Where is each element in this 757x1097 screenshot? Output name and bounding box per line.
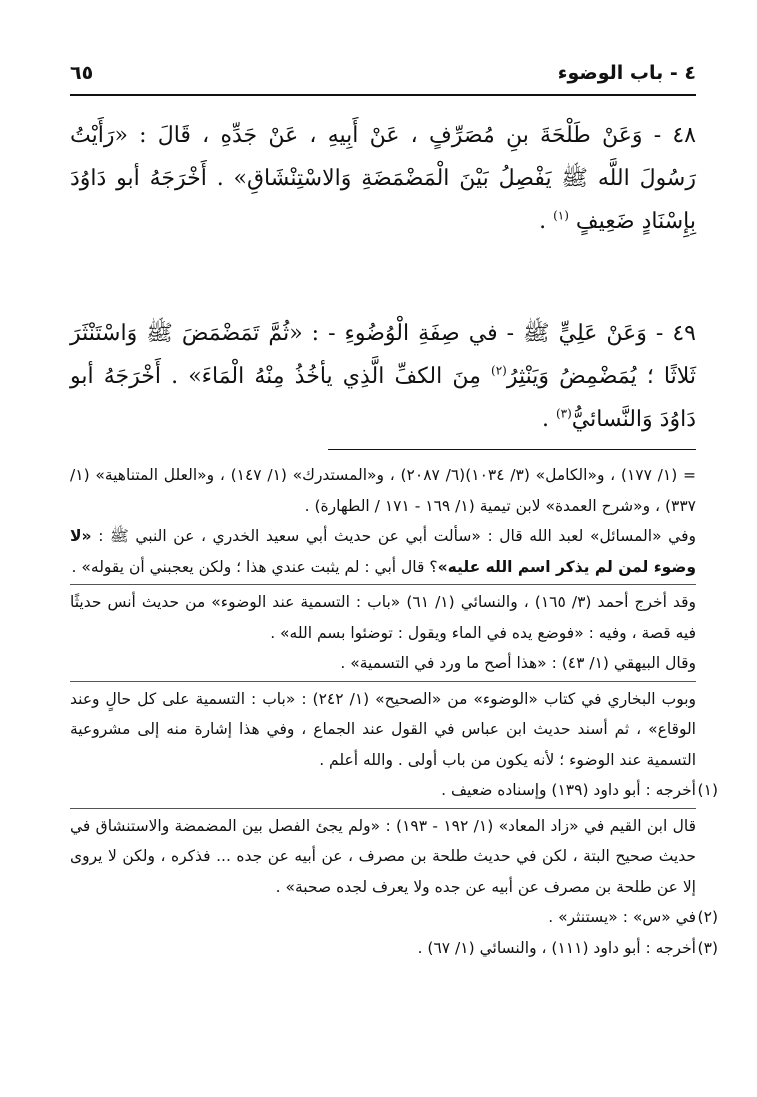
footnote-2-text: في «س» : «يستنثر» . bbox=[548, 908, 696, 926]
hadith-48: ٤٨ - وَعَنْ طَلْحَةَ بنِ مُصَرِّفٍ ، عَنْ أَبِيهِ ، عَنْ جَدِّهِ ، قَالَ : «رَأَيْتُ رَسُولَ اللَّه ﷺ يَفْصِلُ بَيْنَ الْمَضْمَضَةِ وَالاسْتِنْشَاقِ» . أَخْرَجَهُ أبو دَاوُدَ بِإِسْنَادٍ ضَعِيفٍ $^{(١)}$ . bbox=[70, 123, 696, 234]
footnote-1-ibn-qayyim: قال ابن القيم في «زاد المعاد» (١/ ١٩٢ - ١٩٣) : «ولم يجئ الفصل بين المضمضة والاستنشاق في حديث صحيح البتة ، لكن في حديث طلحة بن مصرف ، عن أبيه عن جده ... فذكره ، ولكن لا يروى إلا عن طلحة بن مصرف عن أبيه عن جده ولا يعرف لجده صحبة» . bbox=[70, 816, 696, 896]
footnotes bbox=[70, 460, 718, 963]
note-continuation: = (١/ ١٧٧) ، و«الكامل» (٣/ ١٠٣٤)(٦/ ٢٠٨٧) ، و«المستدرك» (١/ ١٤٧) ، و«العلل المتناهية» (١/ ٣٣٧) ، و«شرح العمدة» لابن تيمية (١/ ١٦٩ - ١٧١ / الطهارة) . bbox=[70, 466, 696, 515]
note-bayhaqi: وقال البيهقي (١/ ٤٣) : «هذا أصح ما ورد في التسمية» . bbox=[340, 654, 696, 672]
hadith-49-text-b: مِنَ الكفِّ الَّذِي يأخُذُ مِنْهُ الْمَاءَ» . أَخْرَجَهُ أبو دَاوُدَ وَالنَّسائيُّ bbox=[70, 364, 696, 432]
running-header bbox=[70, 56, 696, 92]
note-separator bbox=[70, 808, 696, 809]
footnote-1-number: (١) bbox=[697, 781, 718, 799]
hadith-49-text-a: ٤٩ - وَعَنْ عَلِيٍّ ﷺ - في صِفَةِ الْوُضُوءِ - : «ثُمَّ تَمَضْمَضَ ﷺ وَاسْتَنْثَرَ ثَلاثًا ؛ يُمَضْمِضُ وَيَنْثِرُ bbox=[70, 321, 697, 389]
footnote-1-text: أخرجه : أبو داود (١٣٩) وإسناده ضعيف . bbox=[441, 781, 696, 799]
footnote-rule bbox=[328, 449, 696, 450]
note-masail bbox=[70, 521, 696, 582]
footnote-2-number: (٢) bbox=[697, 908, 718, 926]
footnote-ref-1: (١) bbox=[553, 208, 569, 223]
page-number: ٦٥ bbox=[70, 62, 94, 84]
hadith-49 bbox=[70, 312, 696, 441]
hadith-48-text: ٤٨ - وَعَنْ طَلْحَةَ بنِ مُصَرِّفٍ ، عَنْ أَبِيهِ ، عَنْ جَدِّهِ ، قَالَ : «رَأَيْتُ رَسُولَ اللَّه ﷺ يَفْصِلُ بَيْنَ الْمَضْمَضَةِ وَالاسْتِنْشَاقِ» . أَخْرَجَهُ أبو دَاوُدَ بِإِسْنَادٍ ضَعِيفٍ bbox=[70, 123, 696, 234]
footnote-ref-3: (٣) bbox=[555, 406, 572, 421]
hadith-49-tail: . bbox=[541, 407, 549, 432]
footnote-3-number: (٣) bbox=[697, 938, 718, 957]
footnote-1 bbox=[70, 775, 718, 806]
note-separator bbox=[70, 681, 696, 682]
footnote-3-text: أخرجه : أبو داود (١١١) ، والنسائي (١/ ٦٧) . bbox=[417, 938, 696, 957]
footnote-ref-2: (٢) bbox=[491, 363, 507, 378]
footnote-3 bbox=[70, 933, 718, 964]
note-bukhari: وبوب البخاري في كتاب «الوضوء» من «الصحيح» (١/ ٢٤٢) : «باب : التسمية على كل حالٍ وعند الوقاع» ، ثم أسند حديث ابن عباس في القول عند الجماع ، وفي هذا إشارة منه إلى مشروعية التسمية عند الوضوء ؛ لأنه يكون من باب أولى . والله أعلم . bbox=[70, 689, 697, 769]
note-ahmad: وقد أخرج أحمد (٣/ ١٦٥) ، والنسائي (١/ ٦١) «باب : التسمية عند الوضوء» من حديث أنس حديثًا فيه قصة ، وفيه : «فوضع يده في الماء ويقول : توضئوا بسم الله» . bbox=[70, 593, 696, 642]
note-masail-bold: «لا وضوء لمن لم يذكر اسم الله عليه» bbox=[70, 527, 696, 576]
note-masail-b: ؟ قال أبي : لم يثبت عندي هذا ؛ ولكن يعجبني أن يقوله» . bbox=[71, 557, 438, 576]
chapter-title: ٤ - باب الوضوء bbox=[557, 62, 696, 84]
note-separator bbox=[70, 584, 696, 585]
note-masail-a: وفي «المسائل» لعبد الله قال : «سألت أبي عن حديث أبي سعيد الخدري ، عن النبي ﷺ : bbox=[98, 527, 696, 545]
header-rule bbox=[70, 94, 696, 96]
book-page bbox=[70, 56, 718, 957]
footnote-2 bbox=[70, 902, 718, 933]
